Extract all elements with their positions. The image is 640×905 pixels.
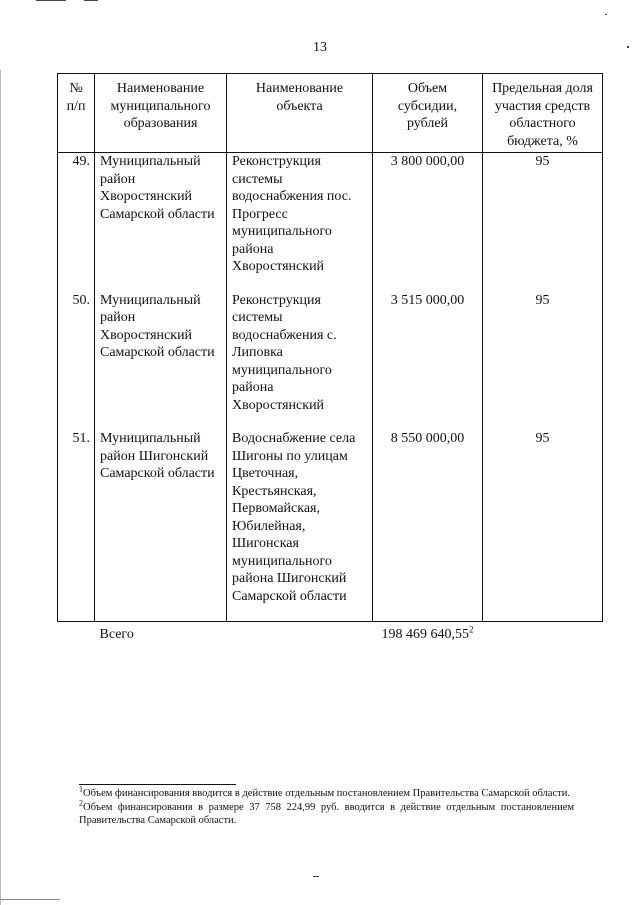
page-number: 13 — [313, 40, 327, 55]
scan-mark — [36, 0, 66, 1]
row-municipality: Муниципальный район Шигонский Самарской области — [95, 430, 227, 622]
row-object: Реконструкция системы водоснабжения пос. Прогресс муниципального района Хворостянский — [227, 153, 373, 292]
scan-mark — [0, 899, 60, 900]
footnote-mark: 2 — [79, 798, 83, 808]
total-amount-cell — [373, 622, 483, 660]
total-amount: 198 469 640,55 — [381, 627, 469, 642]
scan-mark — [605, 14, 607, 15]
total-row — [58, 622, 603, 660]
row-amount: 3 800 000,00 — [373, 153, 483, 292]
row-share: 95 — [483, 153, 603, 292]
footnotes — [79, 784, 574, 828]
header-object: Наименование объекта — [227, 74, 373, 153]
total-footnote-ref: 2 — [469, 624, 474, 635]
subsidy-table — [57, 73, 603, 660]
row-object: Реконструкция системы водоснабжения с. Липовка муниципального района Хворостянский — [227, 292, 373, 431]
table-row — [58, 430, 603, 622]
header-amount: Объем субсидии, рублей — [373, 74, 483, 153]
footnote — [79, 784, 574, 800]
row-number: 49. — [58, 153, 95, 292]
footnote-separator — [79, 784, 236, 785]
scan-mark — [313, 876, 319, 877]
table-row — [58, 292, 603, 431]
header-share: Предельная доля участия средств областного бюджета, % — [483, 74, 603, 153]
scan-mark — [84, 0, 98, 1]
table-header-row — [58, 74, 603, 153]
row-number: 51. — [58, 430, 95, 622]
footnote — [79, 798, 574, 827]
row-number: 50. — [58, 292, 95, 431]
scan-mark — [0, 70, 1, 905]
row-municipality: Муниципальный район Хворостянский Самарской области — [95, 292, 227, 431]
table-row — [58, 153, 603, 292]
footnote-mark: 1 — [79, 784, 83, 794]
row-share: 95 — [483, 430, 603, 622]
header-municipality: Наименование муниципального образования — [95, 74, 227, 153]
row-amount: 8 550 000,00 — [373, 430, 483, 622]
row-amount: 3 515 000,00 — [373, 292, 483, 431]
footnote-text: Объем финансирования вводится в действие отдельным постановлением Правительства Самарской области. — [83, 788, 570, 799]
footnote-text: Объем финансирования в размере 37 758 224,99 руб. вводится в действие отдельным постановлением Правительства Самарской области. — [79, 802, 574, 826]
row-object: Водоснабжение села Шигоны по улицам Цветочная, Крестьянская, Первомайская, Юбилейная, Шигонская муниципального района Шигонский Самарской области — [227, 430, 373, 622]
total-label: Всего — [99, 627, 134, 642]
row-municipality: Муниципальный район Хворостянский Самарской области — [95, 153, 227, 292]
header-number: № п/п — [58, 74, 95, 153]
row-share: 95 — [483, 292, 603, 431]
